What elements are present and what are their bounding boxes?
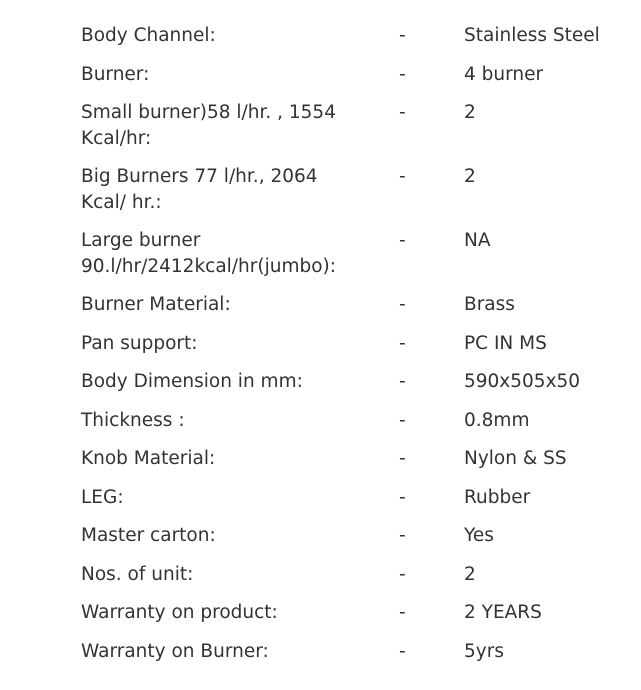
spec-row-large-burner [0,222,641,286]
spec-separator: - [399,63,406,85]
spec-row-big-burners [0,158,641,222]
spec-value: Stainless Steel [464,25,600,46]
spec-separator: - [399,230,406,251]
spec-separator: - [399,102,406,123]
spec-separator: - [399,371,406,392]
spec-value: Brass [464,294,515,315]
spec-label: Thickness : [81,409,185,431]
spec-separator: - [399,486,406,508]
spec-row-body-dimension [0,363,641,402]
spec-separator: - [399,332,406,354]
spec-label: Pan support: [81,332,198,354]
spec-row-leg [0,479,641,518]
spec-value: NA [464,230,491,251]
spec-value: Yes [464,525,494,546]
spec-label: Burner Material: [81,294,231,315]
spec-separator: - [399,25,406,46]
spec-row-small-burner [0,94,641,158]
spec-label: Master carton: [81,525,216,546]
spec-separator: - [399,409,406,431]
spec-value: 2 [464,102,476,123]
spec-value: 0.8mm [464,409,530,431]
spec-separator: - [399,640,406,662]
spec-label: Burner: [81,63,150,85]
spec-row-thickness [0,402,641,441]
spec-value: 590x505x50 [464,371,581,392]
spec-separator: - [399,166,406,187]
spec-label: Big Burners 77 l/hr., 2064 Kcal/ hr.: [81,166,318,213]
spec-label: Body Dimension in mm: [81,371,303,392]
spec-value: PC IN MS [464,332,547,354]
spec-row-burner-material [0,286,641,325]
spec-row-burner [0,56,641,95]
spec-value: 2 [464,563,476,585]
spec-row-body-channel [0,0,641,56]
spec-row-warranty-burner [0,633,641,672]
spec-separator: - [399,525,406,546]
spec-label: Knob Material: [81,448,216,469]
spec-separator: - [399,448,406,469]
spec-label: Nos. of unit: [81,563,194,585]
spec-separator: - [399,294,406,315]
spec-row-master-carton [0,517,641,556]
spec-label: Small burner)58 l/hr. , 1554 Kcal/hr: [81,102,336,149]
spec-value: 5yrs [464,640,504,662]
spec-row-pan-support [0,325,641,364]
spec-value: 2 YEARS [464,602,542,623]
spec-value: Rubber [464,486,531,508]
spec-label: Large burner 90.l/hr/2412kcal/hr(jumbo): [81,230,336,277]
spec-separator: - [399,602,406,623]
spec-value: 4 burner [464,63,544,85]
spec-row-nos-of-unit [0,556,641,595]
spec-separator: - [399,563,406,585]
spec-value: Nylon & SS [464,448,567,469]
spec-label: LEG: [81,486,124,508]
spec-row-warranty-product [0,594,641,633]
spec-label: Body Channel: [81,25,216,46]
spec-label: Warranty on Burner: [81,640,269,662]
spec-value: 2 [464,166,476,187]
spec-label: Warranty on product: [81,602,278,623]
spec-row-knob-material [0,440,641,479]
